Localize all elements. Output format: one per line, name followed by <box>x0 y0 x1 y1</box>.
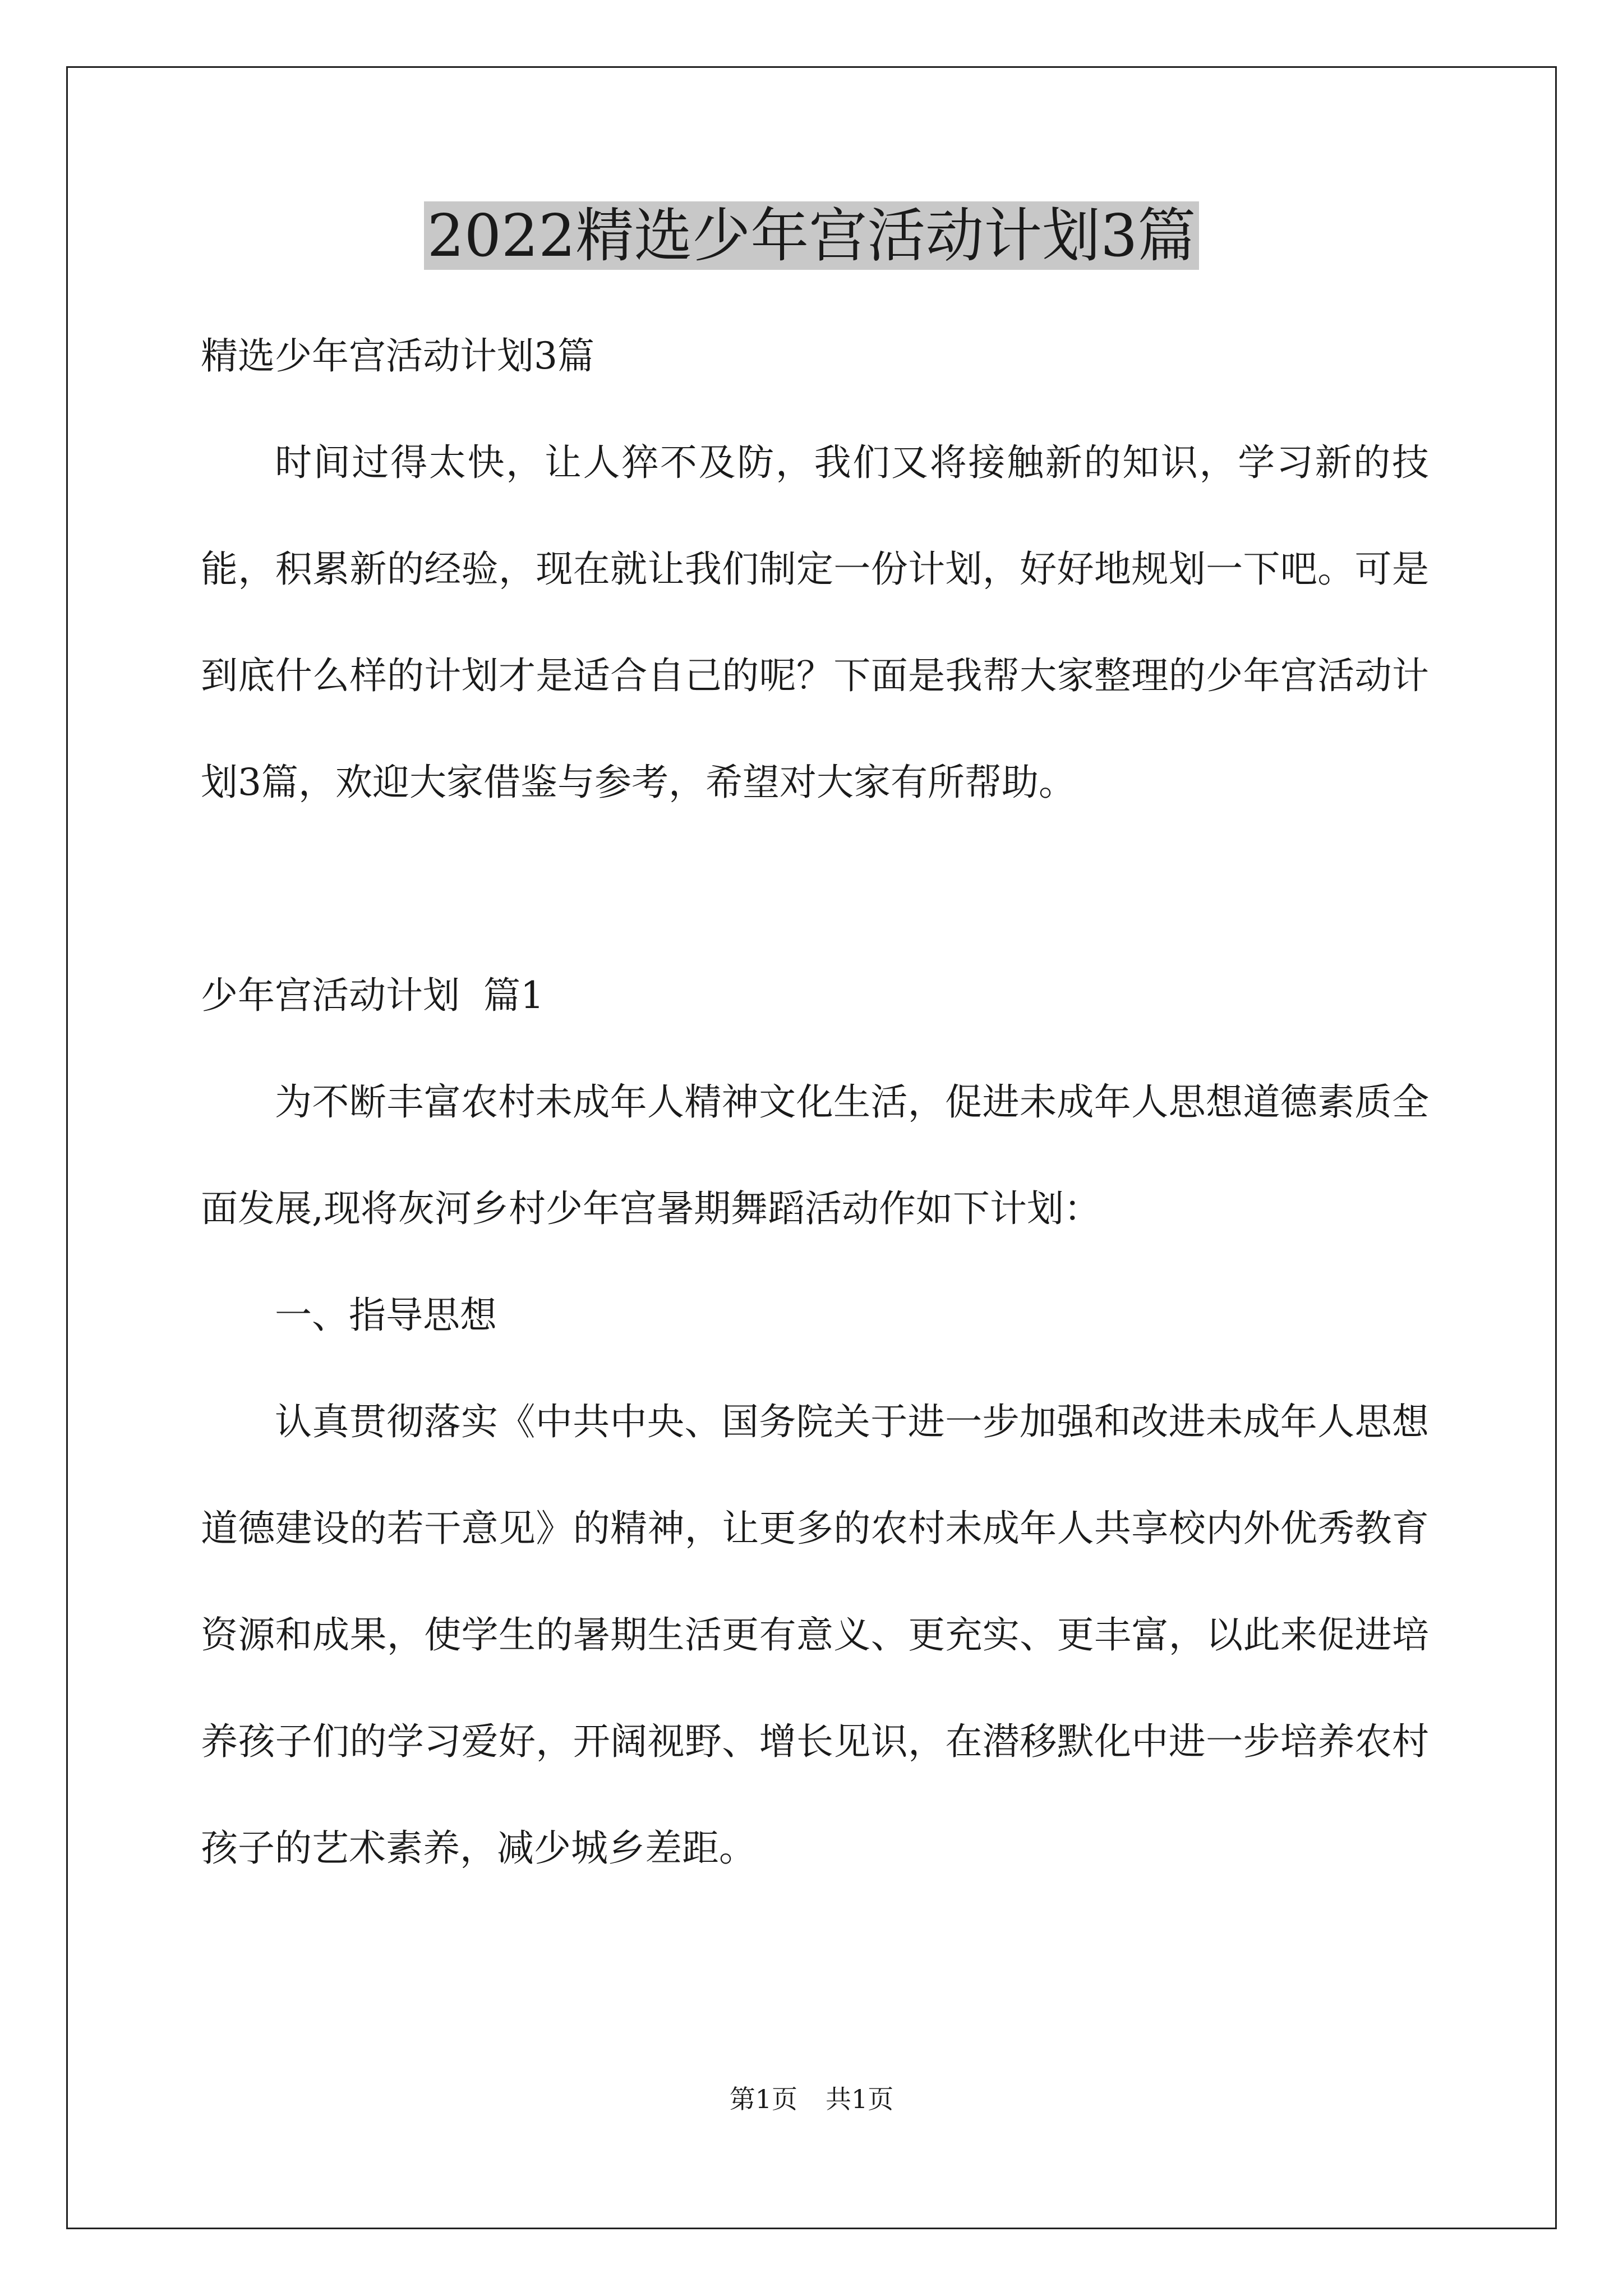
paragraph-spacer <box>201 836 1429 942</box>
section-heading: 少年宫活动计划 篇1 <box>201 974 544 1017</box>
section-paragraph: 认真贯彻落实《中共中央、国务院关于进一步加强和改进未成年人思想道德建设的若干意见》的精神，让更多的农村未成年人共享校内外优秀教育资源和成果，使学生的暑期生活更有意义、更充实、更丰富，以此来促进培养孩子们的学习爱好，开阔视野、增长见识，在潜移默化中进一步培养农村孩子的艺术素养，减少城乡差距。 <box>201 1400 1429 1870</box>
page-footer <box>0 2082 1623 2116</box>
page-total: 共1页 <box>826 2084 894 2114</box>
intro-paragraph: 时间过得太快，让人猝不及防，我们又将接触新的知识，学习新的技能，积累新的经验，现在就让我们制定一份计划，好好地规划一下吧。可是到底什么样的计划才是适合自己的呢？下面是我帮大家整理的少年宫活动计划3篇，欢迎大家借鉴与参考，希望对大家有所帮助。 <box>201 441 1429 804</box>
page-number: 第1页 <box>729 2084 797 2114</box>
document-body <box>201 303 1429 1902</box>
document-subtitle: 精选少年宫活动计划3篇 <box>201 334 594 378</box>
subheading: 一、指导思想 <box>275 1294 497 1337</box>
document-title-text: 2022精选少年宫活动计划3篇 <box>424 201 1200 270</box>
section-paragraph: 为不断丰富农村未成年人精神文化生活，促进未成年人思想道德素质全面发展,现将灰河乡村少年宫暑期舞蹈活动作如下计划： <box>201 1080 1429 1230</box>
document-title <box>0 194 1623 278</box>
